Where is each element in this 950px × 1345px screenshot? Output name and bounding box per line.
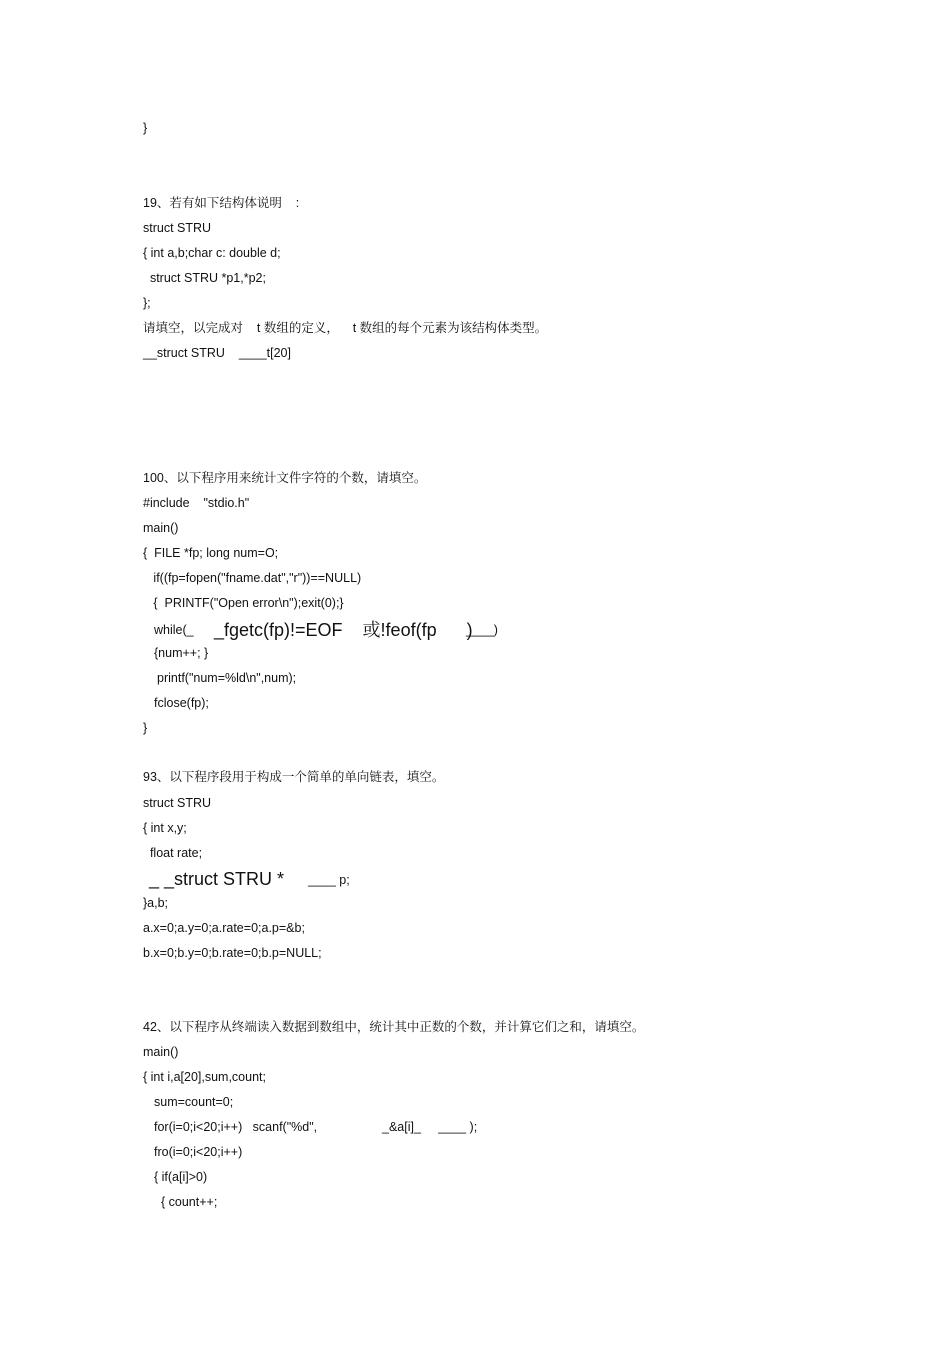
q42-code-line: { int i,a[20],sum,count;: [143, 1070, 266, 1084]
q19-code-line: { int a,b;char c: double d;: [143, 246, 281, 260]
q42-answer: _&a[i]_ ____ );: [382, 1120, 478, 1134]
q100-code-line: if((fp=fopen("fname.dat","r"))==NULL): [143, 571, 362, 585]
q100-code-line: }: [143, 721, 148, 735]
q42-code-line: for(i=0;i<20;i++) scanf("%d",: [154, 1120, 318, 1134]
q93-code-line: { int x,y;: [143, 821, 187, 835]
q19-answer: __struct STRU ____t[20]: [143, 346, 291, 360]
q42-code-line: { count++;: [161, 1195, 218, 1209]
q19-code-line: struct STRU: [143, 221, 212, 235]
q100-code-line: main(): [143, 521, 179, 535]
q100-code-line: printf("num=%ld\n",num);: [157, 671, 297, 685]
q19-instruction: 请填空，以完成对 t 数组的定义， t 数组的每个元素为该结构体类型。: [143, 321, 548, 335]
q100-while-prefix: while(_: [154, 623, 194, 637]
q19-code-line: struct STRU *p1,*p2;: [143, 271, 266, 285]
q100-while-suffix: ____): [466, 623, 498, 637]
q93-code-line: }a,b;: [143, 896, 169, 910]
q100-title: 100、以下程序用来统计文件字符的个数，请填空。: [143, 471, 427, 485]
q100-code-line: { FILE *fp; long num=O;: [143, 546, 279, 560]
q93-title: 93、以下程序段用于构成一个简单的单向链表，填空。: [143, 770, 445, 784]
q93-struct-answer: _ _struct STRU *: [149, 869, 285, 889]
q93-code-line: a.x=0;a.y=0;a.rate=0;a.p=&b;: [143, 921, 305, 935]
q100-code-line: #include "stdio.h": [143, 496, 250, 510]
q93-code-line: b.x=0;b.y=0;b.rate=0;b.p=NULL;: [143, 946, 322, 960]
q100-code-line: {num++; }: [154, 646, 209, 660]
q42-code-line: { if(a[i]>0): [154, 1170, 208, 1184]
q19-code-line: };: [143, 296, 151, 310]
q100-code-line: { PRINTF("Open error\n");exit(0);}: [143, 596, 344, 610]
q93-code-line: struct STRU: [143, 796, 212, 810]
q93-struct-suffix: ____ p;: [308, 873, 350, 887]
q100-while-answer: _fgetc(fp)!=EOF 或!feof(fp ): [214, 620, 473, 640]
q42-code-line: main(): [143, 1045, 179, 1059]
q100-code-line: fclose(fp);: [154, 696, 209, 710]
q42-code-line: sum=count=0;: [154, 1095, 234, 1109]
closing-brace: }: [143, 121, 148, 135]
q19-title: 19、若有如下结构体说明 :: [143, 196, 300, 210]
q42-title: 42、以下程序从终端读入数据到数组中，统计其中正数的个数，并计算它们之和，请填空。: [143, 1020, 645, 1034]
q93-code-line: float rate;: [143, 846, 203, 860]
q42-code-line: fro(i=0;i<20;i++): [154, 1145, 243, 1159]
